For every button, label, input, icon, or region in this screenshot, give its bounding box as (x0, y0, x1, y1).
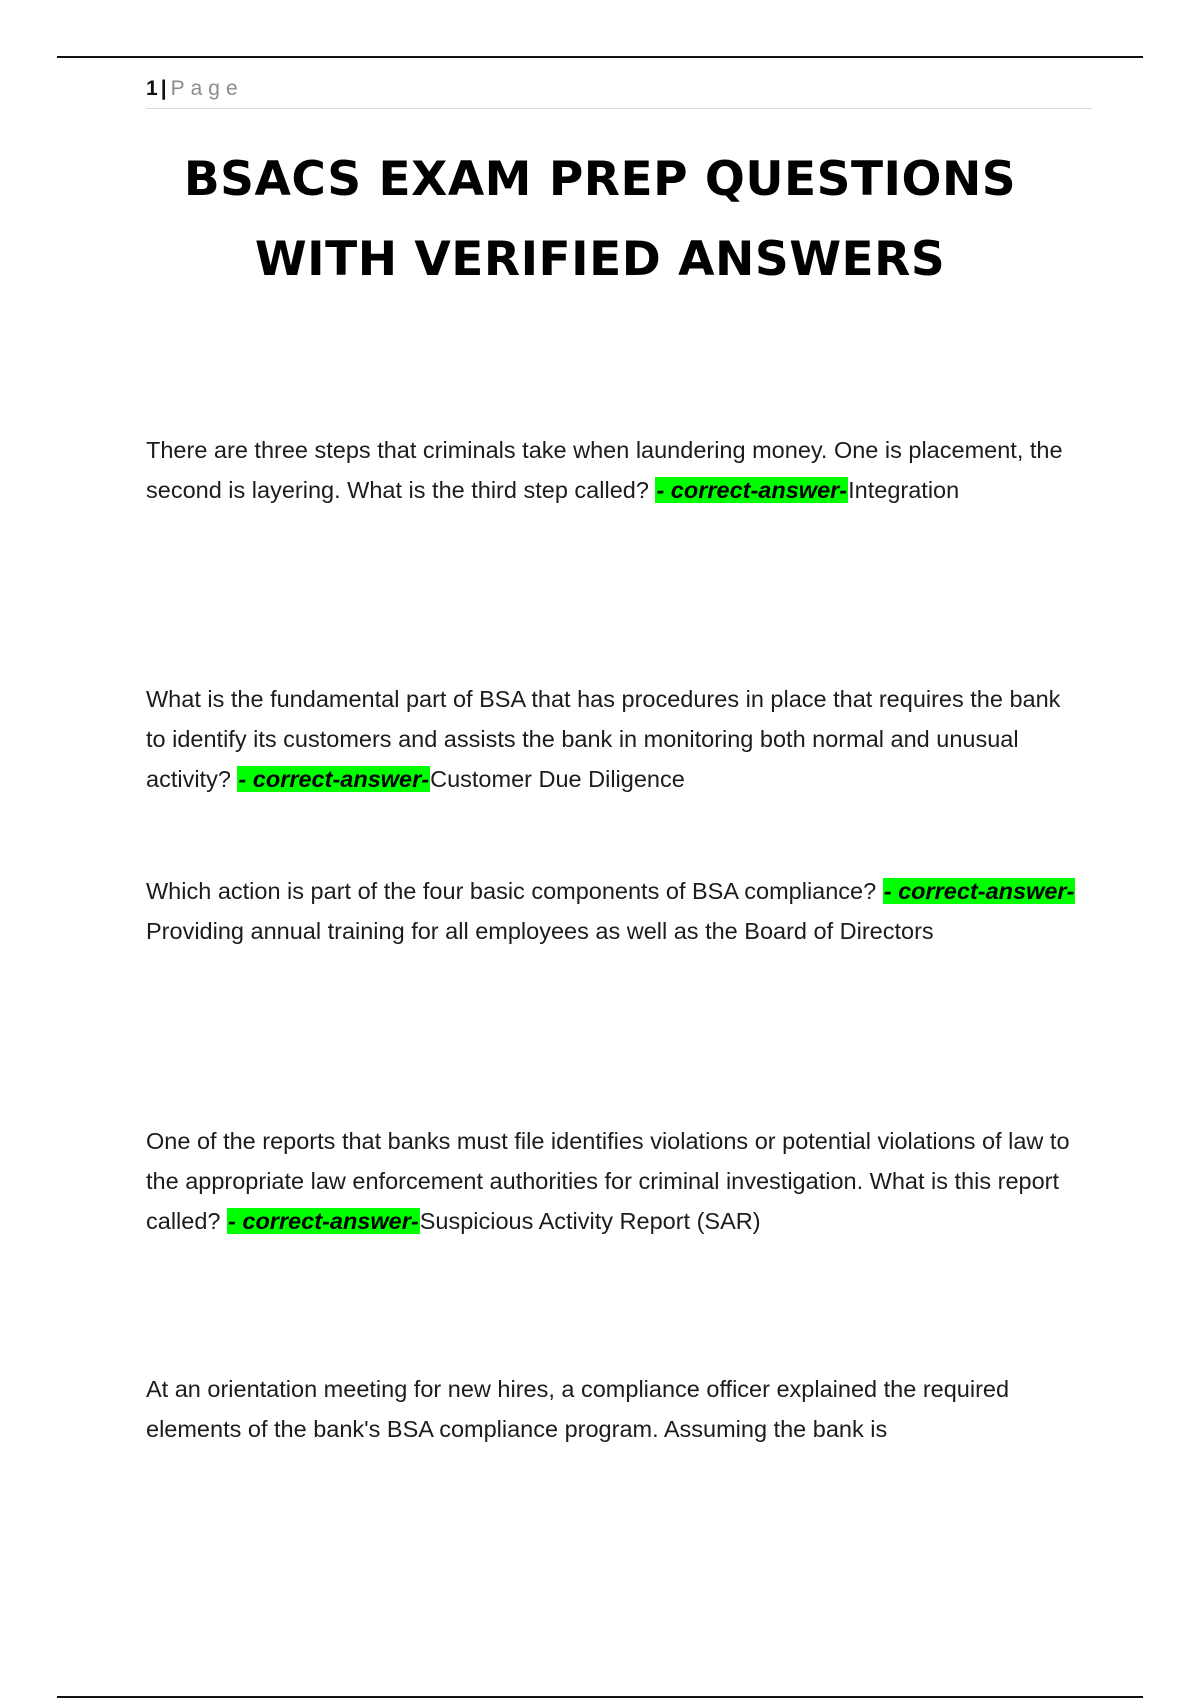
answer-text: Suspicious Activity Report (SAR) (419, 1208, 761, 1234)
top-border-line (57, 56, 1143, 58)
page-number: 1 (146, 77, 158, 100)
qa-item (146, 679, 1086, 799)
correct-answer-marker: - correct-answer- (656, 477, 848, 503)
title-line-1: BSACS EXAM PREP QUESTIONS (183, 152, 1017, 207)
page-separator: | (160, 77, 167, 100)
answer-text: Integration (848, 477, 960, 503)
answer-text: Providing annual training for all employees as well as the Board of Directors (146, 918, 934, 944)
page-header (146, 74, 1092, 109)
correct-answer-marker: - correct-answer- (228, 1208, 419, 1234)
question-text: Which action is part of the four basic components of BSA compliance? (146, 878, 877, 904)
title-line-2: WITH VERIFIED ANSWERS (254, 232, 946, 287)
qa-item (146, 1121, 1086, 1241)
qa-item (146, 430, 1086, 510)
qa-item (146, 871, 1086, 951)
question-text: At an orientation meeting for new hires, a compliance officer explained the required elements of the bank's BSA compliance program. Assuming the bank is (146, 1376, 1010, 1442)
document-title (60, 140, 1140, 300)
page-label: Page (170, 77, 244, 100)
question-text: One of the reports that banks must file identifies violations or potential violations of law to the appropriate law enforcement authorities for criminal investigation. What is this report called? (146, 1128, 1070, 1234)
question-text: What is the fundamental part of BSA that has procedures in place that requires the bank to identify its customers and assists the bank in monitoring both normal and unusual activity? (146, 686, 1061, 792)
correct-answer-marker: - correct-answer- (883, 878, 1075, 904)
question-text: There are three steps that criminals take when laundering money. One is placement, the second is layering. What is the third step called? (146, 437, 1063, 503)
answer-text: Customer Due Diligence (430, 766, 685, 792)
qa-item (146, 1369, 1086, 1449)
correct-answer-marker: - correct-answer- (238, 766, 430, 792)
bottom-border-line (57, 1696, 1143, 1698)
